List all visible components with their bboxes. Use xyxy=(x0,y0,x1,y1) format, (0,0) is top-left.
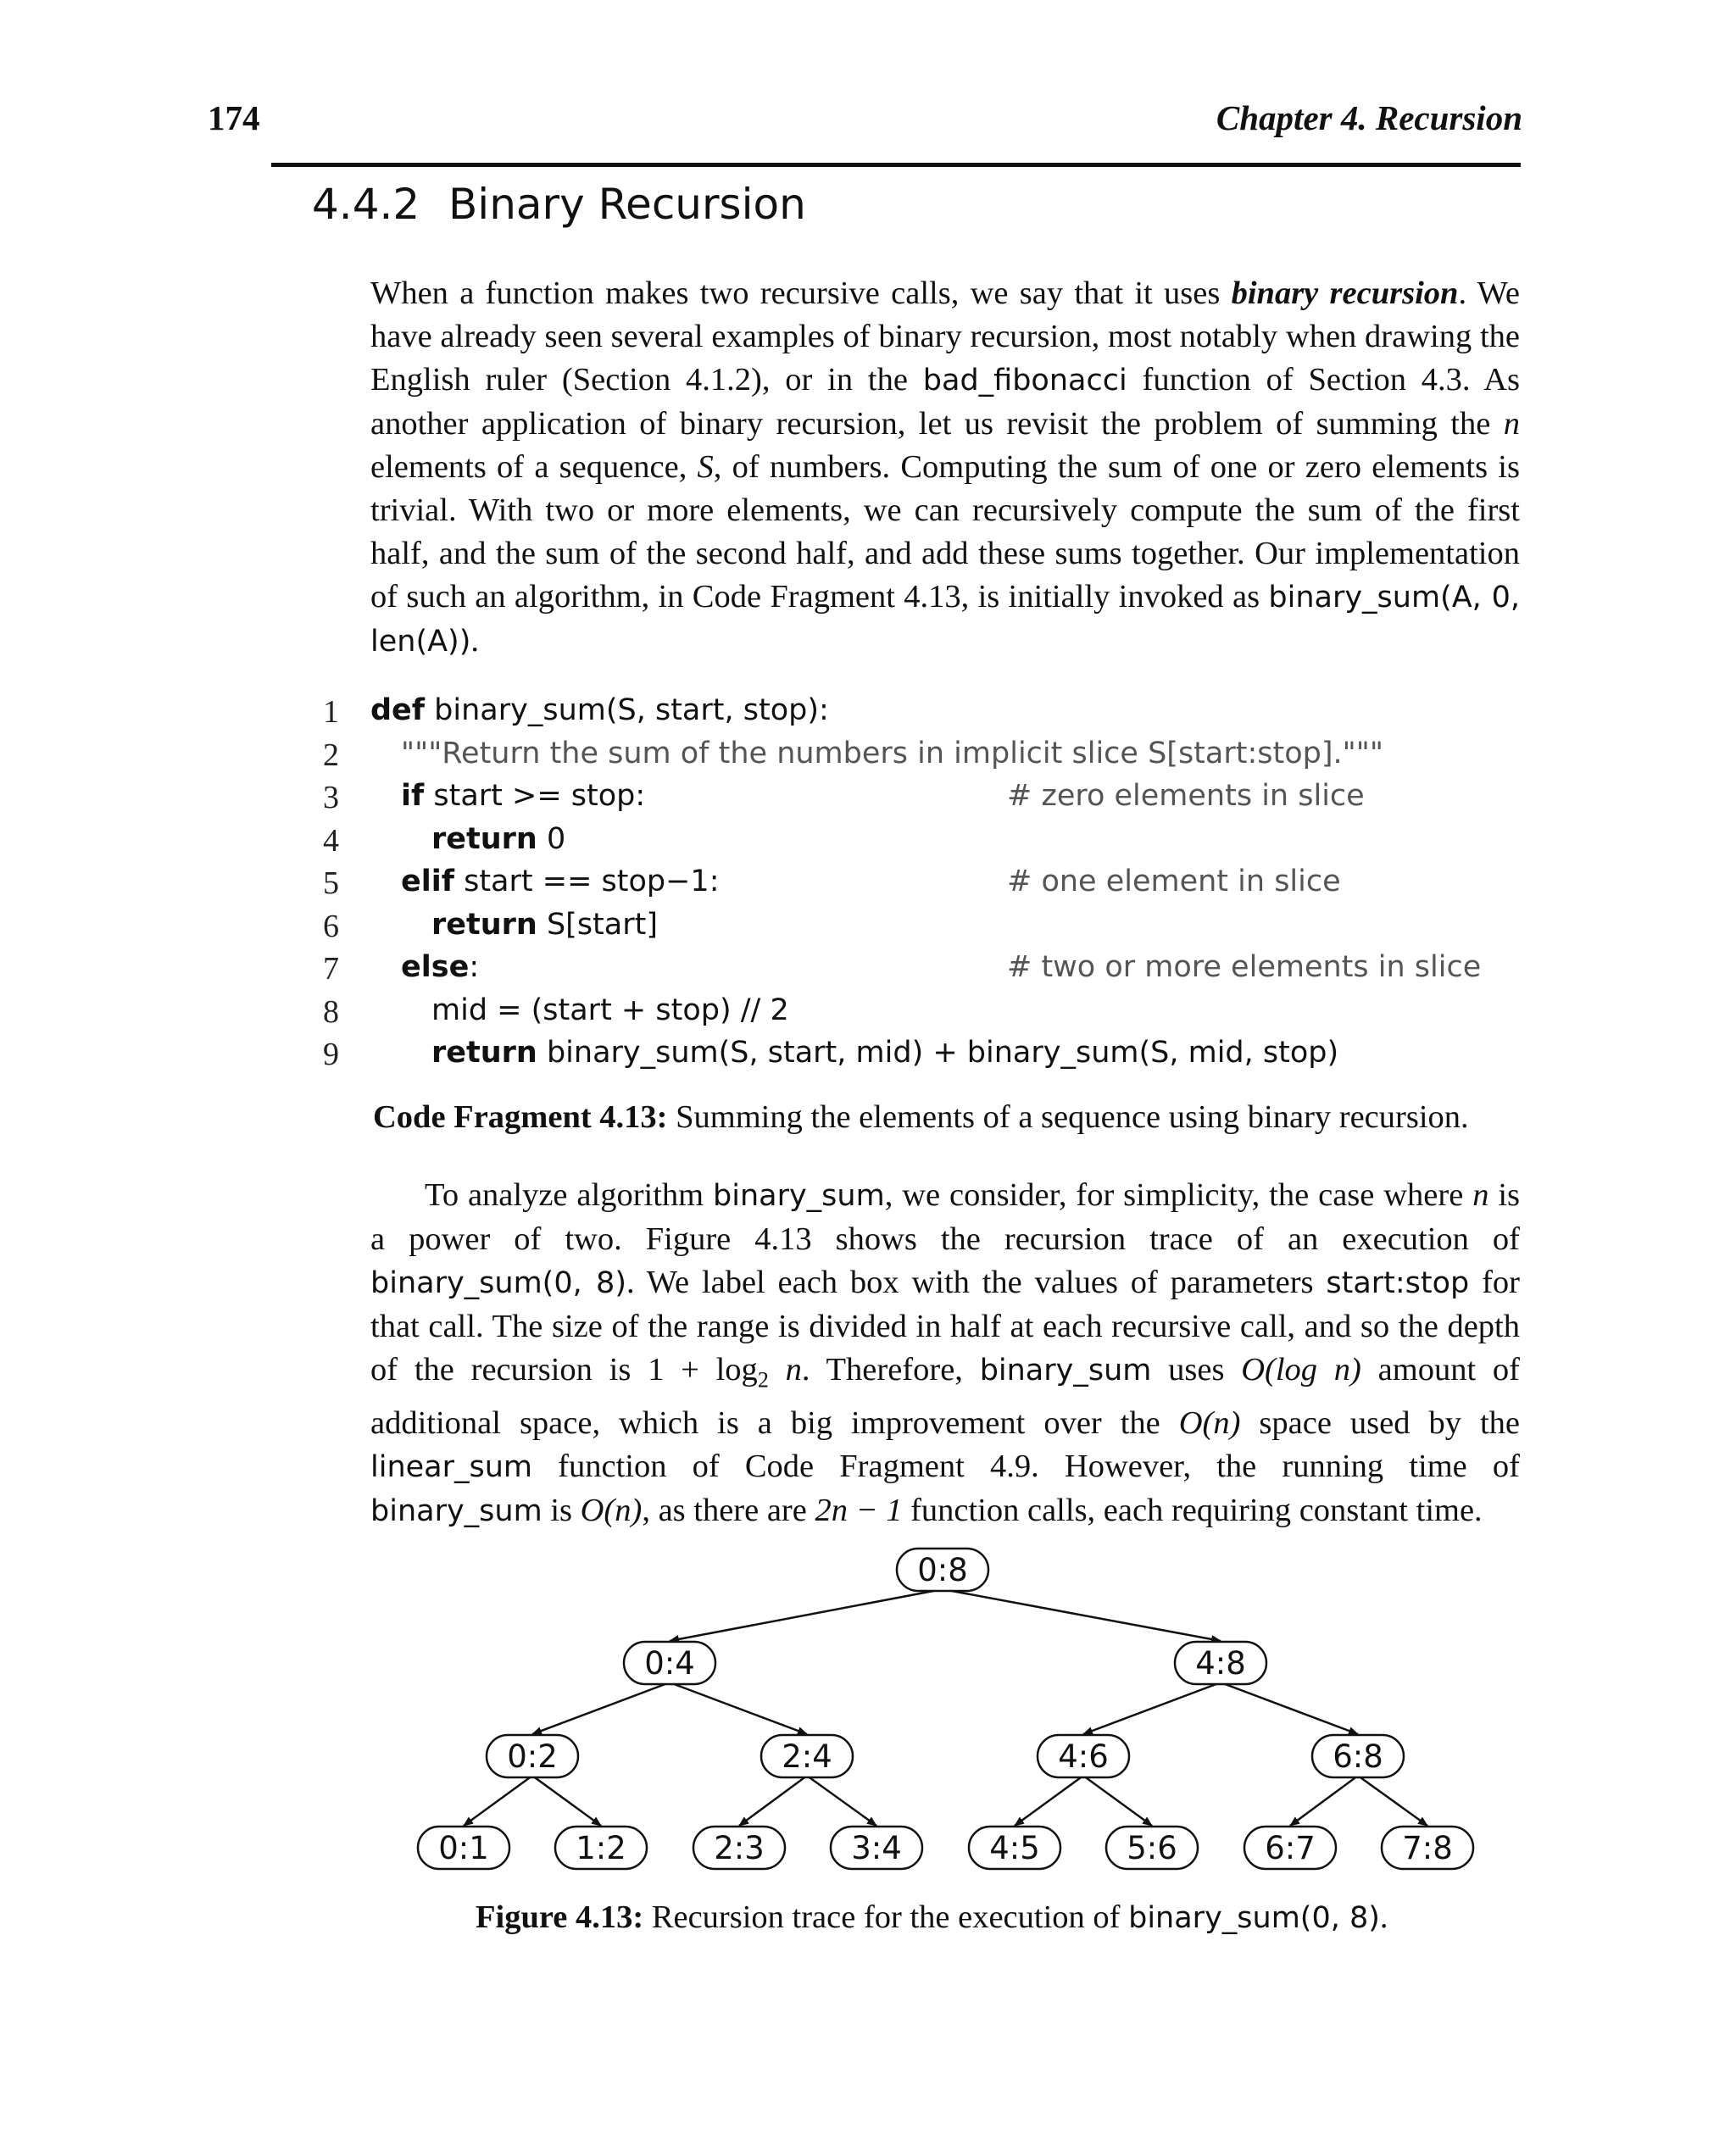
tree-node xyxy=(1106,1827,1198,1869)
tree-node xyxy=(693,1827,785,1869)
tree-edge-arrow xyxy=(1083,1682,1221,1734)
section-number: 4.4.2 xyxy=(312,180,420,229)
code-rest: S[start] xyxy=(537,907,658,942)
code-rest: binary_sum(S, start, stop): xyxy=(425,693,829,727)
tree-node xyxy=(1038,1735,1129,1777)
tree-node xyxy=(831,1827,922,1869)
caption-text: Recursion trace for the execution of xyxy=(643,1899,1129,1935)
paragraph-analysis: To analyze algorithm binary_sum, we consider, for simplicity, the case where n is a power of two. Figure 4.13 shows the recursion trace of an execution of binary_sum(0, 8). We label each box with the values of parameters start:stop for that call. The size of the range is divided in half at each recursive call, and so the depth of the recursion is $1 + \log_2 n$. Therefore, binary_sum uses O(log n) amount of additional space, which is a big improvement over the O(n) space used by the linear_sum function of Code Fragment 4.9. However, the running time of binary_sum is O(n), as there are 2n − 1 function calls, each requiring constant time. xyxy=(370,1177,1521,1528)
caption-label: Code Fragment 4.13: xyxy=(373,1099,668,1135)
tree-node xyxy=(1382,1827,1473,1869)
tree-edge-arrow xyxy=(532,1682,670,1734)
tree-node-label: 2:3 xyxy=(714,1830,765,1866)
tree-node-label: 0:4 xyxy=(644,1645,695,1682)
chapter-title: Chapter 4. Recursion xyxy=(1216,98,1522,137)
tree-node-label: 2:4 xyxy=(782,1738,832,1775)
tree-edge-arrow xyxy=(1290,1776,1358,1826)
line-number: 2 xyxy=(323,737,339,773)
line-number: 3 xyxy=(323,780,339,815)
code-keyword: return xyxy=(431,907,537,942)
tree-node xyxy=(969,1827,1060,1869)
inline-code: bad_fibonacci xyxy=(922,364,1127,398)
code-rest: binary_sum(S, start, mid) + binary_sum(S, mid, stop) xyxy=(537,1036,1339,1070)
section-title: Binary Recursion xyxy=(448,180,806,229)
code-keyword: return xyxy=(431,821,537,856)
code-keyword: else xyxy=(401,950,470,984)
code-keyword: return xyxy=(431,1036,537,1070)
code-comment: # zero elements in slice xyxy=(1007,779,1365,813)
line-number: 4 xyxy=(323,822,339,859)
tree-edge-arrow xyxy=(464,1776,532,1826)
code-comment: # one element in slice xyxy=(1007,865,1341,898)
figure-caption: Figure 4.13: Recursion trace for the execution of binary_sum(0, 8). xyxy=(476,1899,1388,1935)
tree-node-label: 6:7 xyxy=(1265,1830,1316,1866)
inline-code: binary_sum(0, 8) xyxy=(1128,1901,1380,1935)
code-keyword: def xyxy=(370,693,426,727)
tree-node-label: 1:2 xyxy=(576,1830,626,1866)
tree-node-label: 4:8 xyxy=(1195,1645,1246,1682)
caption-label: Figure 4.13: xyxy=(476,1899,644,1935)
paragraph-intro: When a function makes two recursive calls, we say that it uses binary recursion. We have already seen several examples of binary recursion, most notably when drawing the English ruler (Section 4.1.2), or in the bad_fibonacci function of Section 4.3. As another application of binary recursion, let us revisit the problem of summing the n elements of a sequence, S, of numbers. Computing the sum of one or zero elements is trivial. With two or more elements, we can recursively compute the sum of the first half, and the sum of the second half, and add these sums together. Our implementation of such an algorithm, in Code Fragment 4.13, is initially invoked as binary_sum(A, 0, len(A)). xyxy=(370,275,1520,659)
tree-node-label: 7:8 xyxy=(1402,1830,1453,1866)
code-keyword: elif xyxy=(401,865,454,898)
line-number: 9 xyxy=(323,1037,339,1072)
tree-node-label: 0:1 xyxy=(438,1830,489,1866)
tree-edge-arrow xyxy=(532,1776,601,1826)
line-number: 5 xyxy=(323,865,339,901)
code-keyword: if xyxy=(401,779,425,813)
tree-node-label: 4:6 xyxy=(1058,1738,1109,1775)
docstring: """Return the sum of the numbers in implicit slice S[start:stop].""" xyxy=(401,736,1383,770)
tree-edge-arrow xyxy=(1221,1682,1358,1734)
tree-node-label: 6:8 xyxy=(1333,1738,1383,1775)
tree-node xyxy=(418,1827,509,1869)
code-rest: start >= stop: xyxy=(424,779,646,813)
line-number: 8 xyxy=(323,993,339,1030)
tree-node xyxy=(487,1735,578,1777)
tree-node xyxy=(761,1735,853,1777)
tree-edge-arrow xyxy=(1015,1776,1083,1826)
tree-node xyxy=(1244,1827,1336,1869)
tree-edge-arrow xyxy=(1083,1776,1152,1826)
term-binary-recursion: binary recursion xyxy=(1231,275,1459,311)
tree-edge-arrow xyxy=(807,1776,876,1826)
code-comment: # two or more elements in slice xyxy=(1007,950,1482,984)
tree-edge-arrow xyxy=(670,1682,807,1734)
tree-node-label: 4:5 xyxy=(989,1830,1040,1866)
tree-node-label: 0:2 xyxy=(507,1738,558,1775)
tree-edge-arrow xyxy=(670,1589,943,1641)
code-rest: 0 xyxy=(537,821,566,856)
tree-edge-arrow xyxy=(739,1776,807,1826)
tree-node-label: 0:8 xyxy=(917,1552,968,1588)
tree-node xyxy=(555,1827,647,1869)
code-rest: start == stop−1: xyxy=(453,865,720,898)
code-rest: : xyxy=(469,950,480,984)
tree-node-label: 3:4 xyxy=(851,1830,902,1866)
line-number: 1 xyxy=(323,694,339,730)
tree-node xyxy=(897,1549,988,1591)
line-number: 6 xyxy=(323,908,339,944)
tree-node xyxy=(1175,1642,1266,1684)
tree-node xyxy=(624,1642,715,1684)
tree-node xyxy=(1312,1735,1404,1777)
tree-edge-arrow xyxy=(1358,1776,1427,1826)
tree-node-label: 5:6 xyxy=(1127,1830,1177,1866)
code-rest: mid = (start + stop) // 2 xyxy=(431,993,789,1027)
caption-text: Summing the elements of a sequence using binary recursion. xyxy=(667,1099,1469,1135)
line-number: 7 xyxy=(323,951,339,987)
inline-code: binary_sum(A, 0, len(A)) xyxy=(370,581,1520,659)
page-number: 174 xyxy=(208,98,260,137)
tree-edge-arrow xyxy=(943,1589,1221,1641)
